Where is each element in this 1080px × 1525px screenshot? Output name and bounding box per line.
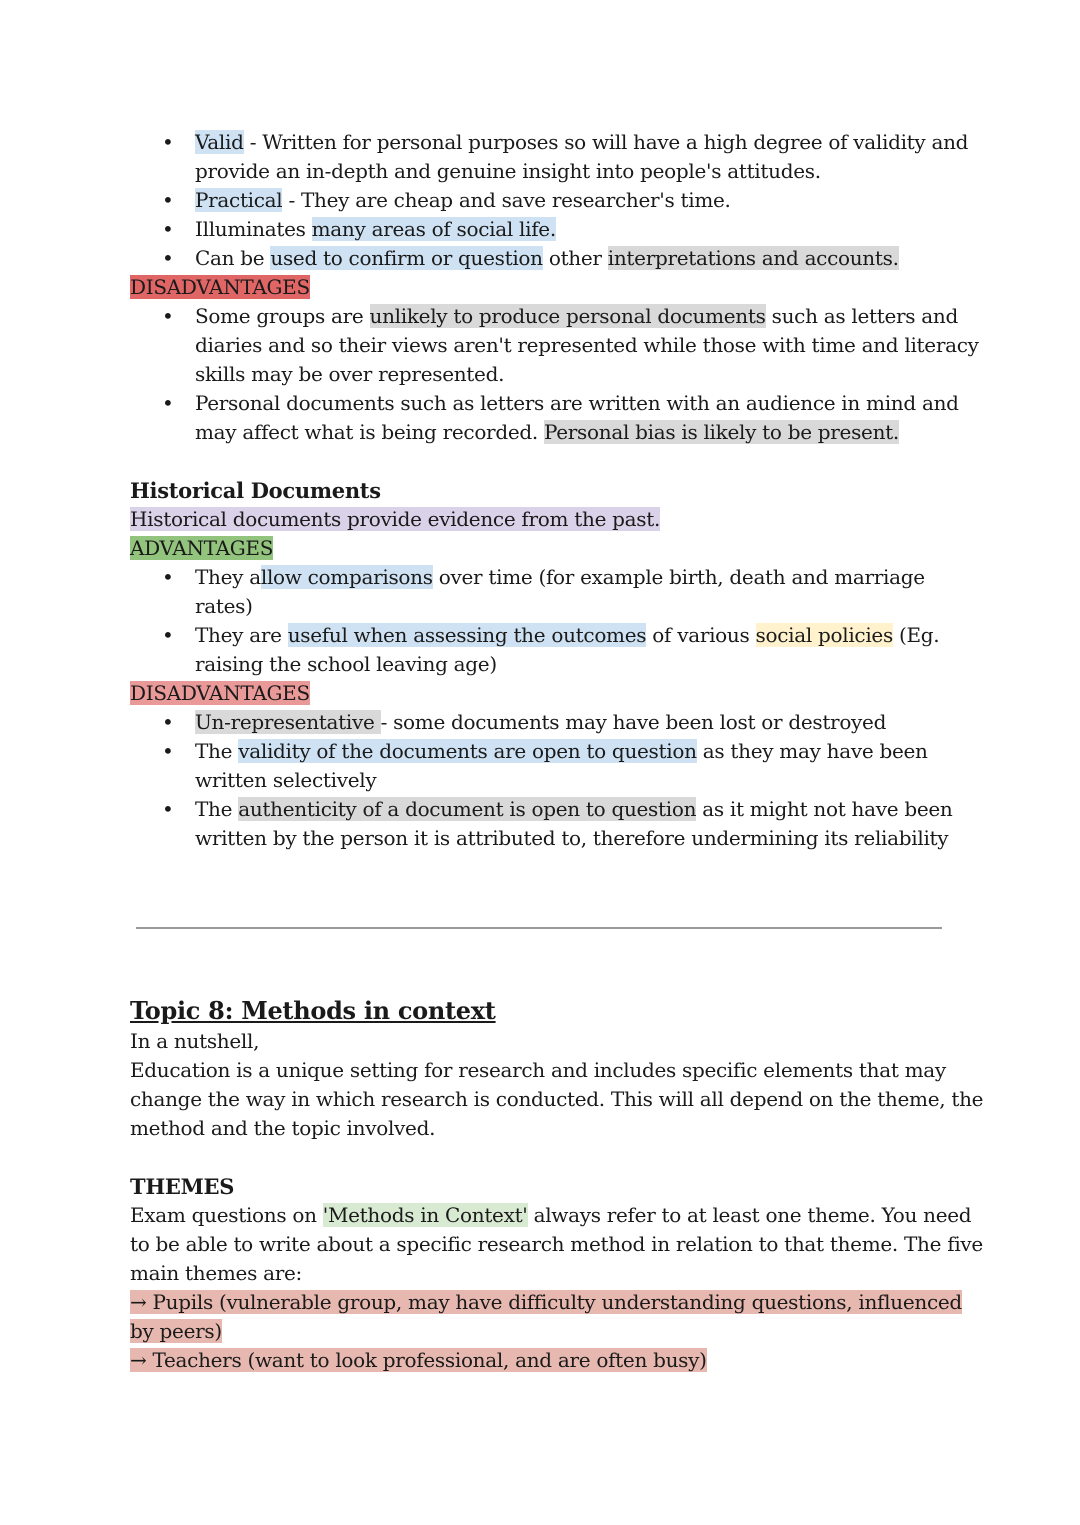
theme-item: → Teachers (want to look professional, and are often busy) (130, 1348, 707, 1372)
personal-disadvantages-list (130, 302, 979, 447)
themes-heading: THEMES (130, 1174, 235, 1199)
list-item: • They allow comparisons over time (for example birth, death and marriage rates) (195, 563, 950, 621)
highlight: Valid (195, 130, 244, 154)
highlight: social policies (755, 623, 893, 647)
list-item: • Personal documents such as letters are written with an audience in mind and may affect what is being recorded. Personal bias is likely to be present. (195, 389, 950, 447)
topic8-section: Topic 8: Methods in context In a nutshell, Education is a unique setting for research and includes specific elements that may change the way in which research is conducted. This will all depend on the theme, the method and the topic involved. THEMES Exam questions on 'Methods in Context' always refer to at least one theme. You need to be able to write about a specific research method in relation to that theme. The five main themes are: → Pupils (vulnerable group, may have difficulty understanding questions, influenced by peers) → Teachers (want to look professional, and are often busy) (130, 996, 984, 1372)
highlight: authenticity of a document is open to question (238, 797, 697, 821)
topic-title: Topic 8: Methods in context (130, 996, 496, 1025)
highlight: interpretations and accounts. (607, 246, 899, 270)
historical-disadvantages-list (130, 708, 953, 853)
historical-advantages-list (130, 563, 950, 679)
highlight: many areas of social life. (311, 217, 556, 241)
highlight: Un-representative (195, 710, 381, 734)
list-item: • Some groups are unlikely to produce personal documents such as letters and diaries and so their views aren't represented while those with time and literacy skills may be over represented. (195, 302, 950, 389)
list-item: • Valid - Written for personal purposes so will have a high degree of validity and provide an in-depth and genuine insight into people's attitudes. (195, 128, 950, 186)
theme-item: → Pupils (vulnerable group, may have difficulty understanding questions, influenced (130, 1290, 962, 1314)
list-item: • Can be used to confirm or question other interpretations and accounts. (195, 244, 950, 273)
definition: Historical documents provide evidence from the past. (130, 507, 661, 531)
highlight: used to confirm or question (270, 246, 543, 270)
document-page (130, 128, 979, 853)
highlight: 'Methods in Context' (322, 1203, 528, 1227)
list-item: • Un-representative - some documents may have been lost or destroyed (195, 708, 950, 737)
list-item: • They are useful when assessing the outcomes of various social policies (Eg. raising the school leaving age) (195, 621, 950, 679)
highlight: llow comparisons (260, 565, 433, 589)
horizontal-rule (136, 927, 942, 929)
list-item: • Illuminates many areas of social life. (195, 215, 950, 244)
list-item: • Practical - They are cheap and save researcher's time. (195, 186, 950, 215)
highlight: unlikely to produce personal documents (369, 304, 766, 328)
highlight: useful when assessing the outcomes (287, 623, 647, 647)
highlight: Practical (195, 188, 283, 212)
personal-advantages-list (130, 128, 969, 273)
highlight: validity of the documents are open to question (238, 739, 697, 763)
disadvantages-label: DISADVANTAGES (130, 681, 310, 705)
disadvantages-label: DISADVANTAGES (130, 275, 310, 299)
advantages-label: ADVANTAGES (130, 536, 274, 560)
intro-text: In a nutshell, (130, 1029, 260, 1053)
highlight: Personal bias is likely to be present. (543, 420, 899, 444)
section-heading: Historical Documents (130, 478, 381, 503)
theme-item: by peers) (130, 1319, 222, 1343)
list-item: • The authenticity of a document is open to question as it might not have been written by the person it is attributed to, therefore undermining its reliability (195, 795, 950, 853)
list-item: • The validity of the documents are open to question as they may have been written selectively (195, 737, 950, 795)
